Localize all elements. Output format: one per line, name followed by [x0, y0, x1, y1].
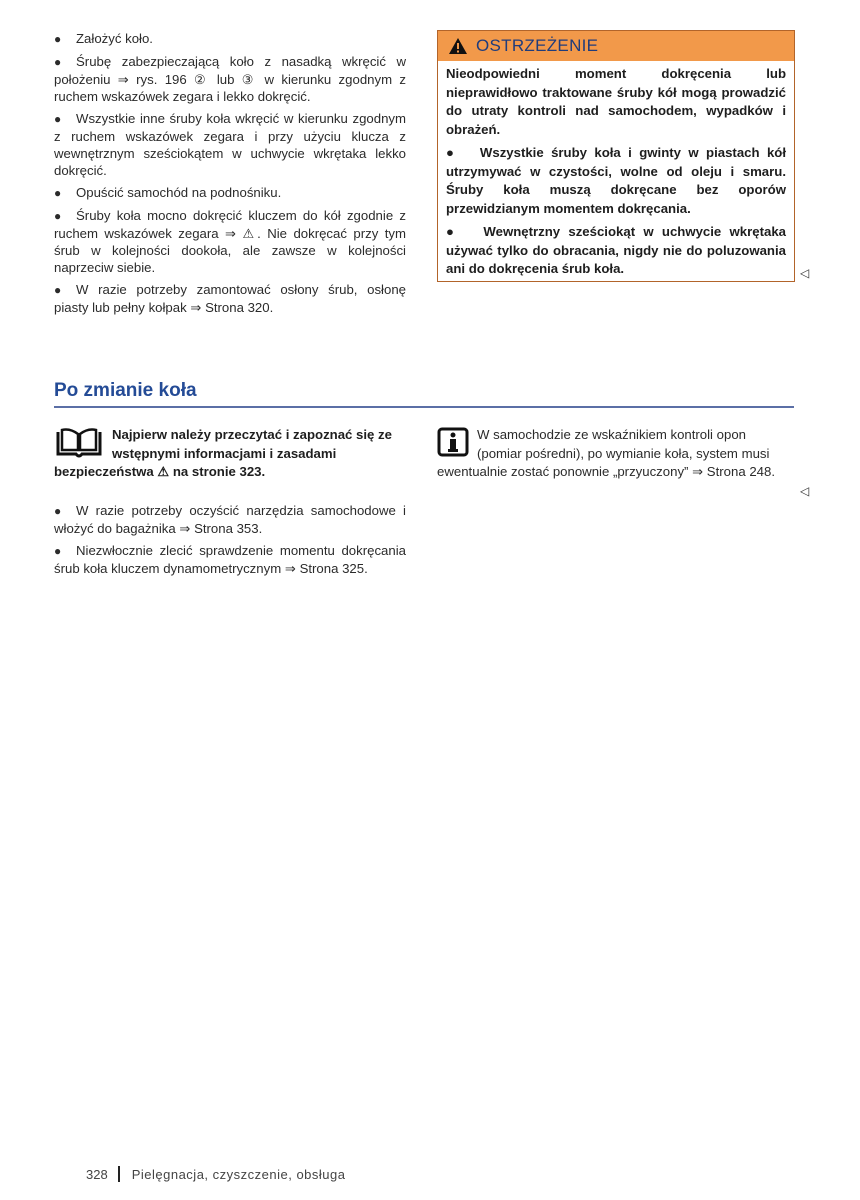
list-item: ● Niezwłocznie zlecić sprawdzenie momentu dokręcania śrub koła kluczem dynamometrycznym ⇒ Strona 325. [54, 543, 406, 576]
section-end-marker: ◁ [800, 484, 810, 498]
warning-title: OSTRZEŻENIE [476, 36, 599, 55]
section-end-marker: ◁ [800, 266, 810, 280]
section-divider [54, 406, 794, 408]
list-item: ● Śrubę zabezpieczającą koło z nasadką wkręcić w położeniu ⇒ rys. 196 ② lub ③ w kierunku zgodnym z ruchem wskazówek zegara i lekko dokręcić. [54, 54, 406, 104]
read-first-notice [54, 426, 406, 482]
warning-intro: Nieodpowiedni moment dokręcenia lub nieprawidłowo traktowane śruby kół mogą prowadzić do utraty kontroli nad samochodem, wypadków i obrażeń. [446, 66, 786, 137]
after-change-instructions [54, 502, 406, 582]
list-item: ● Założyć koło. [54, 31, 153, 46]
footer-separator [118, 1166, 120, 1182]
info-text: W samochodzie ze wskaźnikiem kontroli opon (pomiar pośredni), po wymianie koła, system musi ewentualnie zostać ponownie „przyuczony” ⇒ Strona 248. [437, 427, 775, 479]
info-icon [437, 427, 469, 457]
list-item: ● Wszystkie inne śruby koła wkręcić w kierunku zgodnym z ruchem wskazówek zegara i przy użyciu klucza z wewnętrznym sześciokątem w uchwycie wkrętaka lekko dokręcić. [54, 111, 406, 178]
list-item: ● Śruby koła mocno dokręcić kluczem do kół zgodnie z ruchem wskazówek zegara ⇒ ⚠. Nie dokręcać przy tym śrub w kolejności dookoła, ale zawsze w kolejności naprzeciw siebie. [54, 208, 406, 275]
list-item: ● W razie potrzeby zamontować osłony śrub, osłonę piasty lub pełny kołpak ⇒ Strona 320. [54, 282, 406, 315]
warning-header [438, 31, 794, 61]
warning-bullet: ● Wewnętrzny sześciokąt w uchwycie wkrętaka używać tylko do obracania, nigdy nie do poluzowania ani do dokręcenia śrub koła. [446, 224, 786, 276]
left-column-instructions [54, 30, 406, 321]
read-first-text: Najpierw należy przeczytać i zapoznać się ze wstępnymi informacjami i zasadami bezpieczeństwa ⚠ na stronie 323. [54, 427, 392, 479]
warning-triangle-icon [448, 37, 468, 55]
warning-box [437, 30, 795, 282]
book-icon [54, 428, 104, 460]
section-title: Po zmianie koła [54, 380, 197, 401]
warning-bullet: ● Wszystkie śruby koła i gwinty w piastach kół utrzymywać w czystości, wolne od oleju i smaru. Śruby koła muszą dokręcane bez oporów przewidzianym momentem dokręcania. [446, 145, 786, 216]
chapter-title: Pielęgnacja, czyszczenie, obsługa [131, 1166, 346, 1182]
info-note [437, 426, 787, 482]
page-number: 328 [86, 1166, 108, 1182]
list-item: ● Opuścić samochód na podnośniku. [54, 185, 282, 200]
warning-body [438, 61, 794, 279]
page-footer [86, 1166, 345, 1182]
list-item: ● W razie potrzeby oczyścić narzędzia samochodowe i włożyć do bagażnika ⇒ Strona 353. [54, 503, 406, 536]
